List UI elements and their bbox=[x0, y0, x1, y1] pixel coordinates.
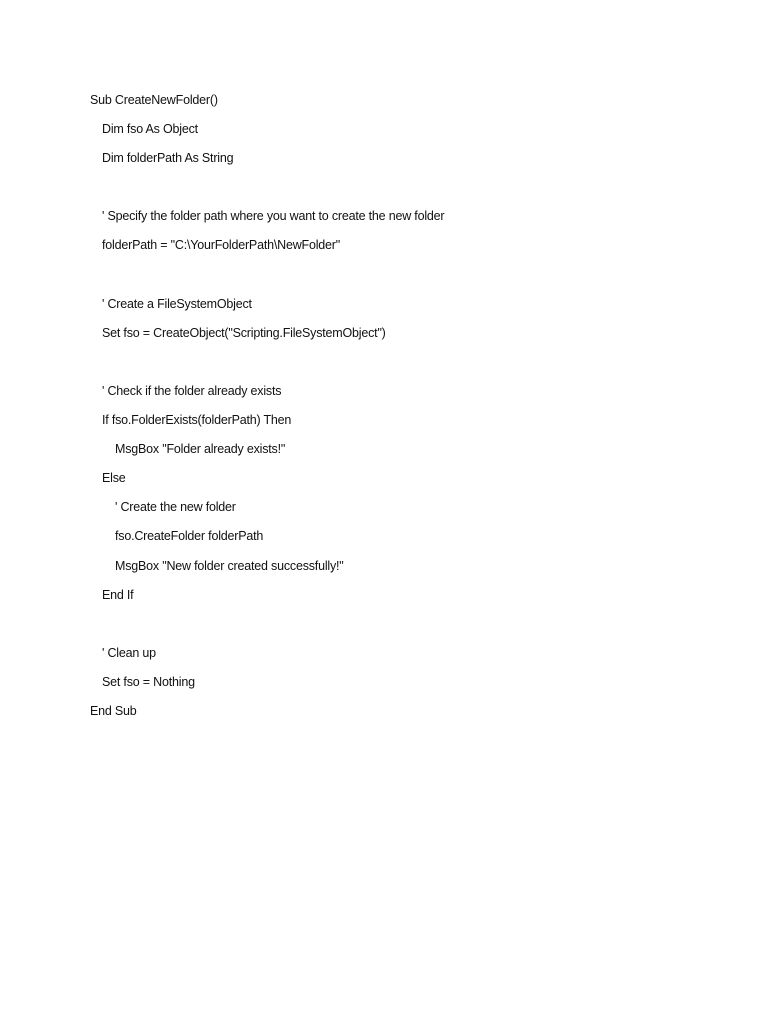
blank-line bbox=[90, 265, 730, 294]
code-line: Dim folderPath As String bbox=[102, 151, 234, 166]
code-line: Sub CreateNewFolder() bbox=[90, 93, 218, 107]
comment-line: ' Create a FileSystemObject bbox=[102, 296, 252, 311]
comment-line: ' Check if the folder already exists bbox=[102, 383, 282, 398]
code-line: End If bbox=[102, 587, 134, 602]
code-line: Else bbox=[102, 471, 126, 486]
code-line: Set fso = Nothing bbox=[102, 674, 195, 689]
code-line: Dim fso As Object bbox=[102, 122, 198, 137]
comment-line: ' Clean up bbox=[102, 645, 156, 660]
code-line: MsgBox "New folder created successfully!" bbox=[115, 558, 344, 573]
code-line: fso.CreateFolder folderPath bbox=[115, 529, 264, 544]
code-line: End Sub bbox=[90, 703, 137, 718]
blank-line bbox=[90, 352, 730, 381]
code-line: If fso.FolderExists(folderPath) Then bbox=[102, 413, 292, 428]
blank-line bbox=[90, 614, 730, 643]
code-line: Set fso = CreateObject("Scripting.FileSystemObject") bbox=[102, 325, 386, 340]
code-line: MsgBox "Folder already exists!" bbox=[115, 442, 286, 457]
comment-line: ' Create the new folder bbox=[115, 500, 236, 515]
comment-line: ' Specify the folder path where you want to create the new folder bbox=[102, 209, 445, 224]
code-line: folderPath = "C:\YourFolderPath\NewFolder" bbox=[102, 238, 340, 253]
code-block bbox=[90, 90, 730, 730]
blank-line bbox=[90, 177, 730, 206]
